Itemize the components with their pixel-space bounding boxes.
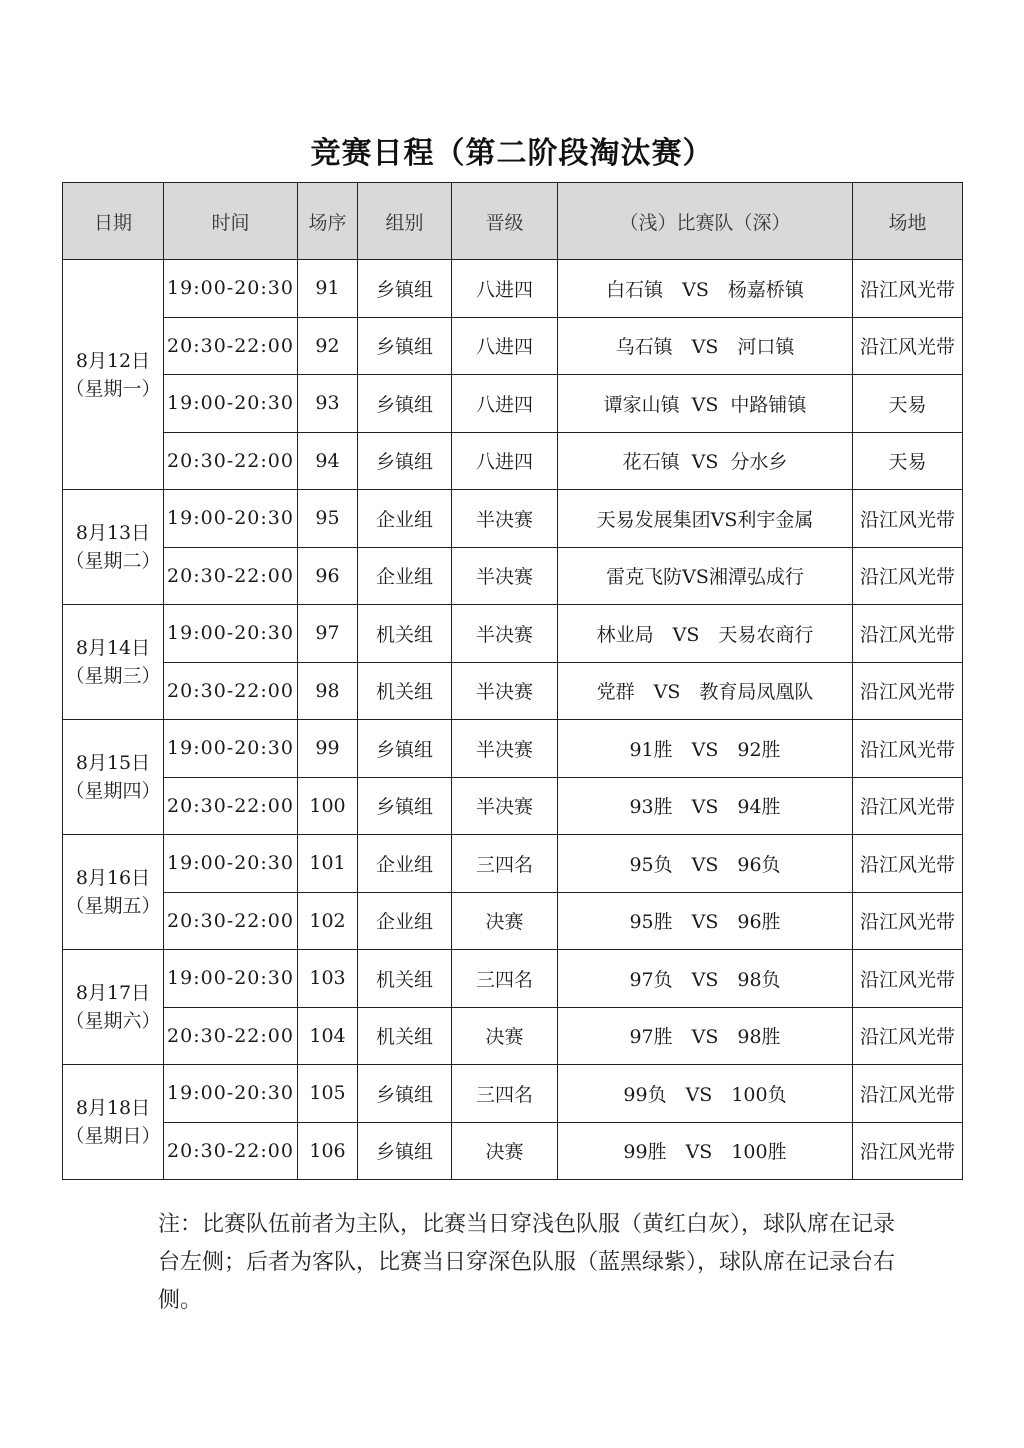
stage-cell: 半决赛	[452, 662, 558, 720]
table-row	[63, 317, 963, 375]
time-cell: 20:30-22:00	[164, 317, 298, 375]
time-cell: 20:30-22:00	[164, 1122, 298, 1180]
venue-cell: 沿江风光带	[853, 950, 963, 1008]
page-title: 竞赛日程（第二阶段淘汰赛）	[310, 136, 714, 171]
match-no-cell: 99	[298, 720, 358, 778]
stage-cell: 三四名	[452, 835, 558, 893]
table-row	[63, 1007, 963, 1065]
weekday-text: （星期四）	[65, 780, 161, 802]
teams-cell: 95胜 VS 96胜	[558, 892, 853, 950]
stage-cell: 半决赛	[452, 777, 558, 835]
venue-cell: 沿江风光带	[853, 662, 963, 720]
match-no-cell: 104	[298, 1007, 358, 1065]
time-cell: 20:30-22:00	[164, 432, 298, 490]
venue-cell: 沿江风光带	[853, 605, 963, 663]
weekday-text: （星期二）	[65, 550, 161, 572]
venue-cell: 沿江风光带	[853, 720, 963, 778]
header-group: 组别	[358, 183, 452, 260]
teams-cell: 谭家山镇 VS 中路铺镇	[558, 375, 853, 433]
time-cell: 19:00-20:30	[164, 605, 298, 663]
match-no-cell: 91	[298, 260, 358, 318]
teams-cell: 白石镇 VS 杨嘉桥镇	[558, 260, 853, 318]
group-cell: 企业组	[358, 490, 452, 548]
time-cell: 19:00-20:30	[164, 950, 298, 1008]
stage-cell: 决赛	[452, 1007, 558, 1065]
venue-cell: 沿江风光带	[853, 777, 963, 835]
table-row	[63, 662, 963, 720]
date-text: 8月12日	[75, 349, 151, 372]
stage-cell: 八进四	[452, 317, 558, 375]
time-cell: 19:00-20:30	[164, 720, 298, 778]
match-no-cell: 95	[298, 490, 358, 548]
table-row	[63, 720, 963, 778]
match-no-cell: 92	[298, 317, 358, 375]
table-row	[63, 777, 963, 835]
date-cell	[63, 950, 164, 1065]
date-text: 8月14日	[75, 637, 151, 659]
time-cell: 20:30-22:00	[164, 662, 298, 720]
group-cell: 乡镇组	[358, 260, 452, 318]
date-cell	[63, 605, 164, 720]
table-row	[63, 892, 963, 950]
match-no-cell: 102	[298, 892, 358, 950]
stage-cell: 半决赛	[452, 605, 558, 663]
date-text: 8月15日	[75, 752, 151, 774]
stage-cell: 八进四	[452, 375, 558, 433]
table-row	[63, 260, 963, 318]
time-cell: 19:00-20:30	[164, 375, 298, 433]
table-row	[63, 835, 963, 893]
teams-cell: 雷克飞防VS湘潭弘成行	[558, 547, 853, 605]
weekday-text: （星期三）	[65, 665, 161, 687]
group-cell: 乡镇组	[358, 317, 452, 375]
match-no-cell: 106	[298, 1122, 358, 1180]
time-cell: 20:30-22:00	[164, 892, 298, 950]
date-cell	[63, 260, 164, 490]
stage-cell: 三四名	[452, 1065, 558, 1123]
group-cell: 乡镇组	[358, 432, 452, 490]
header-venue: 场地	[853, 183, 963, 260]
table-row	[63, 432, 963, 490]
match-no-cell: 94	[298, 432, 358, 490]
table-row	[63, 1065, 963, 1123]
teams-cell: 花石镇 VS 分水乡	[558, 432, 853, 490]
time-cell: 19:00-20:30	[164, 260, 298, 318]
date-cell	[63, 835, 164, 950]
group-cell: 乡镇组	[358, 720, 452, 778]
table-row	[63, 605, 963, 663]
venue-cell: 沿江风光带	[853, 835, 963, 893]
group-cell: 乡镇组	[358, 1122, 452, 1180]
header-time: 时间	[164, 183, 298, 260]
venue-cell: 沿江风光带	[853, 1007, 963, 1065]
header-teams: （浅）比赛队（深）	[558, 183, 853, 260]
teams-cell: 95负 VS 96负	[558, 835, 853, 893]
date-text: 8月13日	[75, 522, 151, 544]
stage-cell: 半决赛	[452, 720, 558, 778]
venue-cell: 沿江风光带	[853, 547, 963, 605]
teams-cell: 97胜 VS 98胜	[558, 1007, 853, 1065]
time-cell: 20:30-22:00	[164, 1007, 298, 1065]
venue-cell: 沿江风光带	[853, 892, 963, 950]
header-stage: 晋级	[452, 183, 558, 260]
venue-cell: 沿江风光带	[853, 490, 963, 548]
group-cell: 企业组	[358, 835, 452, 893]
schedule-table	[62, 182, 963, 1180]
match-no-cell: 98	[298, 662, 358, 720]
match-no-cell: 101	[298, 835, 358, 893]
header-row	[63, 183, 963, 260]
teams-cell: 93胜 VS 94胜	[558, 777, 853, 835]
teams-cell: 党群 VS 教育局凤凰队	[558, 662, 853, 720]
match-no-cell: 93	[298, 375, 358, 433]
match-no-cell: 100	[298, 777, 358, 835]
group-cell: 机关组	[358, 1007, 452, 1065]
stage-cell: 三四名	[452, 950, 558, 1008]
group-cell: 机关组	[358, 662, 452, 720]
time-cell: 19:00-20:30	[164, 835, 298, 893]
teams-cell: 天易发展集团VS利宇金属	[558, 490, 853, 548]
stage-cell: 决赛	[452, 892, 558, 950]
weekday-text: （星期六）	[65, 1010, 161, 1032]
time-cell: 19:00-20:30	[164, 1065, 298, 1123]
table-row	[63, 547, 963, 605]
stage-cell: 八进四	[452, 432, 558, 490]
group-cell: 乡镇组	[358, 777, 452, 835]
venue-cell: 沿江风光带	[853, 260, 963, 318]
venue-cell: 天易	[853, 375, 963, 433]
group-cell: 机关组	[358, 605, 452, 663]
table-row	[63, 950, 963, 1008]
weekday-text: （星期五）	[65, 895, 161, 917]
date-cell	[63, 1065, 164, 1180]
table-row	[63, 375, 963, 433]
group-cell: 企业组	[358, 547, 452, 605]
venue-cell: 沿江风光带	[853, 317, 963, 375]
group-cell: 企业组	[358, 892, 452, 950]
teams-cell: 99负 VS 100负	[558, 1065, 853, 1123]
date-text: 8月18日	[75, 1097, 151, 1119]
teams-cell: 97负 VS 98负	[558, 950, 853, 1008]
stage-cell: 半决赛	[452, 547, 558, 605]
group-cell: 乡镇组	[358, 375, 452, 433]
venue-cell: 沿江风光带	[853, 1122, 963, 1180]
date-cell	[63, 490, 164, 605]
date-text: 8月16日	[75, 867, 151, 889]
teams-cell: 林业局 VS 天易农商行	[558, 605, 853, 663]
header-match-no: 场序	[298, 183, 358, 260]
stage-cell: 八进四	[452, 260, 558, 318]
stage-cell: 决赛	[452, 1122, 558, 1180]
teams-cell: 99胜 VS 100胜	[558, 1122, 853, 1180]
match-no-cell: 103	[298, 950, 358, 1008]
weekday-text: （星期一）	[65, 377, 161, 400]
group-cell: 乡镇组	[358, 1065, 452, 1123]
time-cell: 20:30-22:00	[164, 777, 298, 835]
venue-cell: 沿江风光带	[853, 1065, 963, 1123]
table-row	[63, 1122, 963, 1180]
time-cell: 20:30-22:00	[164, 547, 298, 605]
teams-cell: 乌石镇 VS 河口镇	[558, 317, 853, 375]
table-row	[63, 490, 963, 548]
footnote: 注：比赛队伍前者为主队，比赛当日穿浅色队服（黄红白灰），球队席在记录台左侧；后者为客队，比赛当日穿深色队服（蓝黑绿紫），球队席在记录台右侧。	[158, 1212, 896, 1313]
match-no-cell: 96	[298, 547, 358, 605]
teams-cell: 91胜 VS 92胜	[558, 720, 853, 778]
match-no-cell: 105	[298, 1065, 358, 1123]
venue-cell: 天易	[853, 432, 963, 490]
group-cell: 机关组	[358, 950, 452, 1008]
date-cell	[63, 720, 164, 835]
header-date: 日期	[63, 183, 164, 260]
time-cell: 19:00-20:30	[164, 490, 298, 548]
date-text: 8月17日	[75, 982, 151, 1004]
match-no-cell: 97	[298, 605, 358, 663]
stage-cell: 半决赛	[452, 490, 558, 548]
weekday-text: （星期日）	[65, 1125, 161, 1147]
